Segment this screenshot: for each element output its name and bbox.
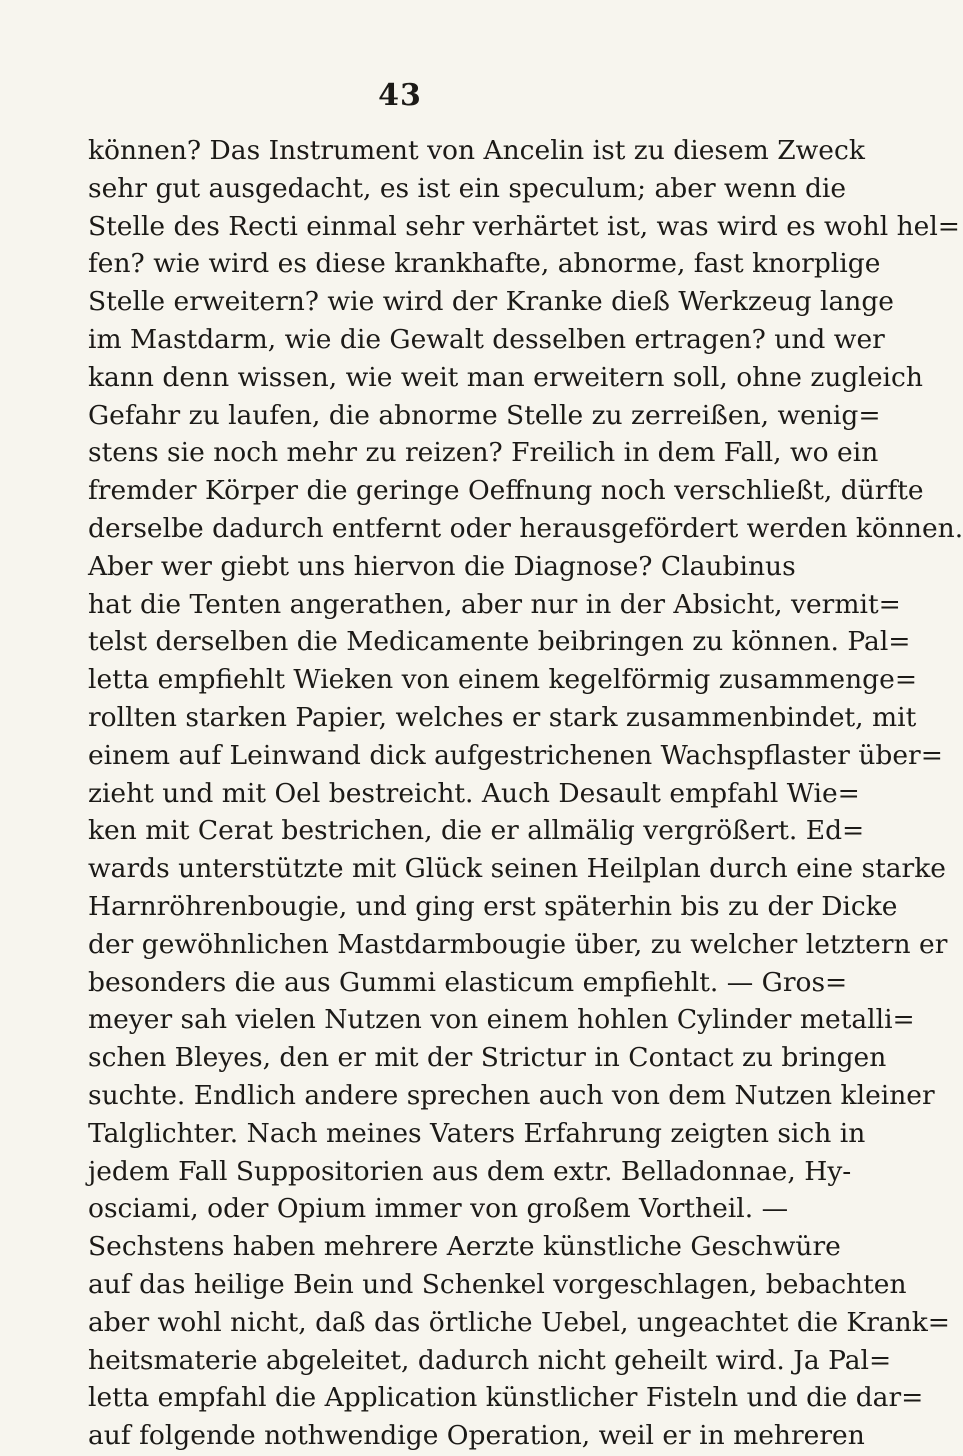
text-line: im Mastdarm, wie die Gewalt desselben ertragen? und wer: [88, 323, 885, 355]
text-line: osciami, oder Opium immer von großem Vortheil. —: [88, 1193, 789, 1225]
text-line: Harnröhrenbougie, und ging erst späterhin bis zu der Dicke: [88, 890, 898, 922]
text-line: suchte. Endlich andere sprechen auch von dem Nutzen kleiner: [88, 1079, 935, 1111]
text-line: letta empfahl die Application künstlicher Fisteln und die dar=: [88, 1382, 924, 1414]
text-line: besonders die aus Gummi elasticum empfiehlt. — Gros=: [88, 966, 848, 998]
text-line: fremder Körper die geringe Oeffnung noch verschließt, dürfte: [88, 475, 924, 507]
text-line: aber wohl nicht, daß das örtliche Uebel, ungeachtet die Krank=: [88, 1306, 951, 1338]
page-number: 43: [378, 78, 422, 113]
text-line: stens sie noch mehr zu reizen? Freilich in dem Fall, wo ein: [88, 437, 879, 469]
text-line: können? Das Instrument von Ancelin ist zu diesem Zweck: [88, 135, 865, 166]
text-line: ken mit Cerat bestrichen, die er allmälig vergrößert. Ed=: [88, 815, 865, 847]
text-line: Sechstens haben mehrere Aerzte künstliche Geschwüre: [88, 1231, 841, 1263]
text-line: zieht und mit Oel bestreicht. Auch Desault empfahl Wie=: [88, 777, 860, 809]
text-line: Stelle erweitern? wie wird der Kranke dieß Werkzeug lange: [88, 286, 894, 318]
text-line: auf folgende nothwendige Operation, weil er in mehreren: [88, 1420, 865, 1452]
text-line: auf das heilige Bein und Schenkel vorgeschlagen, bebachten: [88, 1268, 907, 1300]
text-line: schen Bleyes, den er mit der Strictur in Contact zu bringen: [88, 1042, 887, 1074]
body-text: [88, 132, 963, 1455]
text-line: heitsmaterie abgeleitet, dadurch nicht geheilt wird. Ja Pal=: [88, 1344, 892, 1376]
text-line: kann denn wissen, wie weit man erweitern soll, ohne zugleich: [88, 361, 923, 393]
text-line: einem auf Leinwand dick aufgestrichenen Wachspflaster über=: [88, 739, 943, 771]
text-line: Gefahr zu laufen, die abnorme Stelle zu zerreißen, wenig=: [88, 399, 881, 431]
text-line: der gewöhnlichen Mastdarmbougie über, zu welcher letztern er: [88, 928, 948, 960]
text-line: Talglichter. Nach meines Vaters Erfahrung zeigten sich in: [88, 1117, 866, 1149]
text-line: rollten starken Papier, welches er stark zusammenbindet, mit: [88, 701, 917, 733]
text-line: Stelle des Recti einmal sehr verhärtet ist, was wird es wohl hel=: [88, 210, 961, 242]
text-line: hat die Tenten angerathen, aber nur in der Absicht, vermit=: [88, 588, 901, 620]
text-line: fen? wie wird es diese krankhafte, abnorme, fast knorplige: [88, 248, 881, 280]
text-line: letta empfiehlt Wieken von einem kegelförmig zusammenge=: [88, 664, 918, 696]
text-line: meyer sah vielen Nutzen von einem hohlen Cylinder metalli=: [88, 1004, 915, 1036]
text-line: derselbe dadurch entfernt oder herausgefördert werden können.: [88, 512, 963, 544]
text-line: wards unterstützte mit Glück seinen Heilplan durch eine starke: [88, 853, 946, 885]
text-line: telst derselben die Medicamente beibringen zu können. Pal=: [88, 626, 911, 658]
text-line: sehr gut ausgedacht, es ist ein speculum; aber wenn die: [88, 172, 847, 204]
text-line: jedem Fall Suppositorien aus dem extr. Belladonnae, Hy-: [88, 1155, 852, 1187]
text-line: Aber wer giebt uns hiervon die Diagnose? Claubinus: [88, 550, 796, 582]
